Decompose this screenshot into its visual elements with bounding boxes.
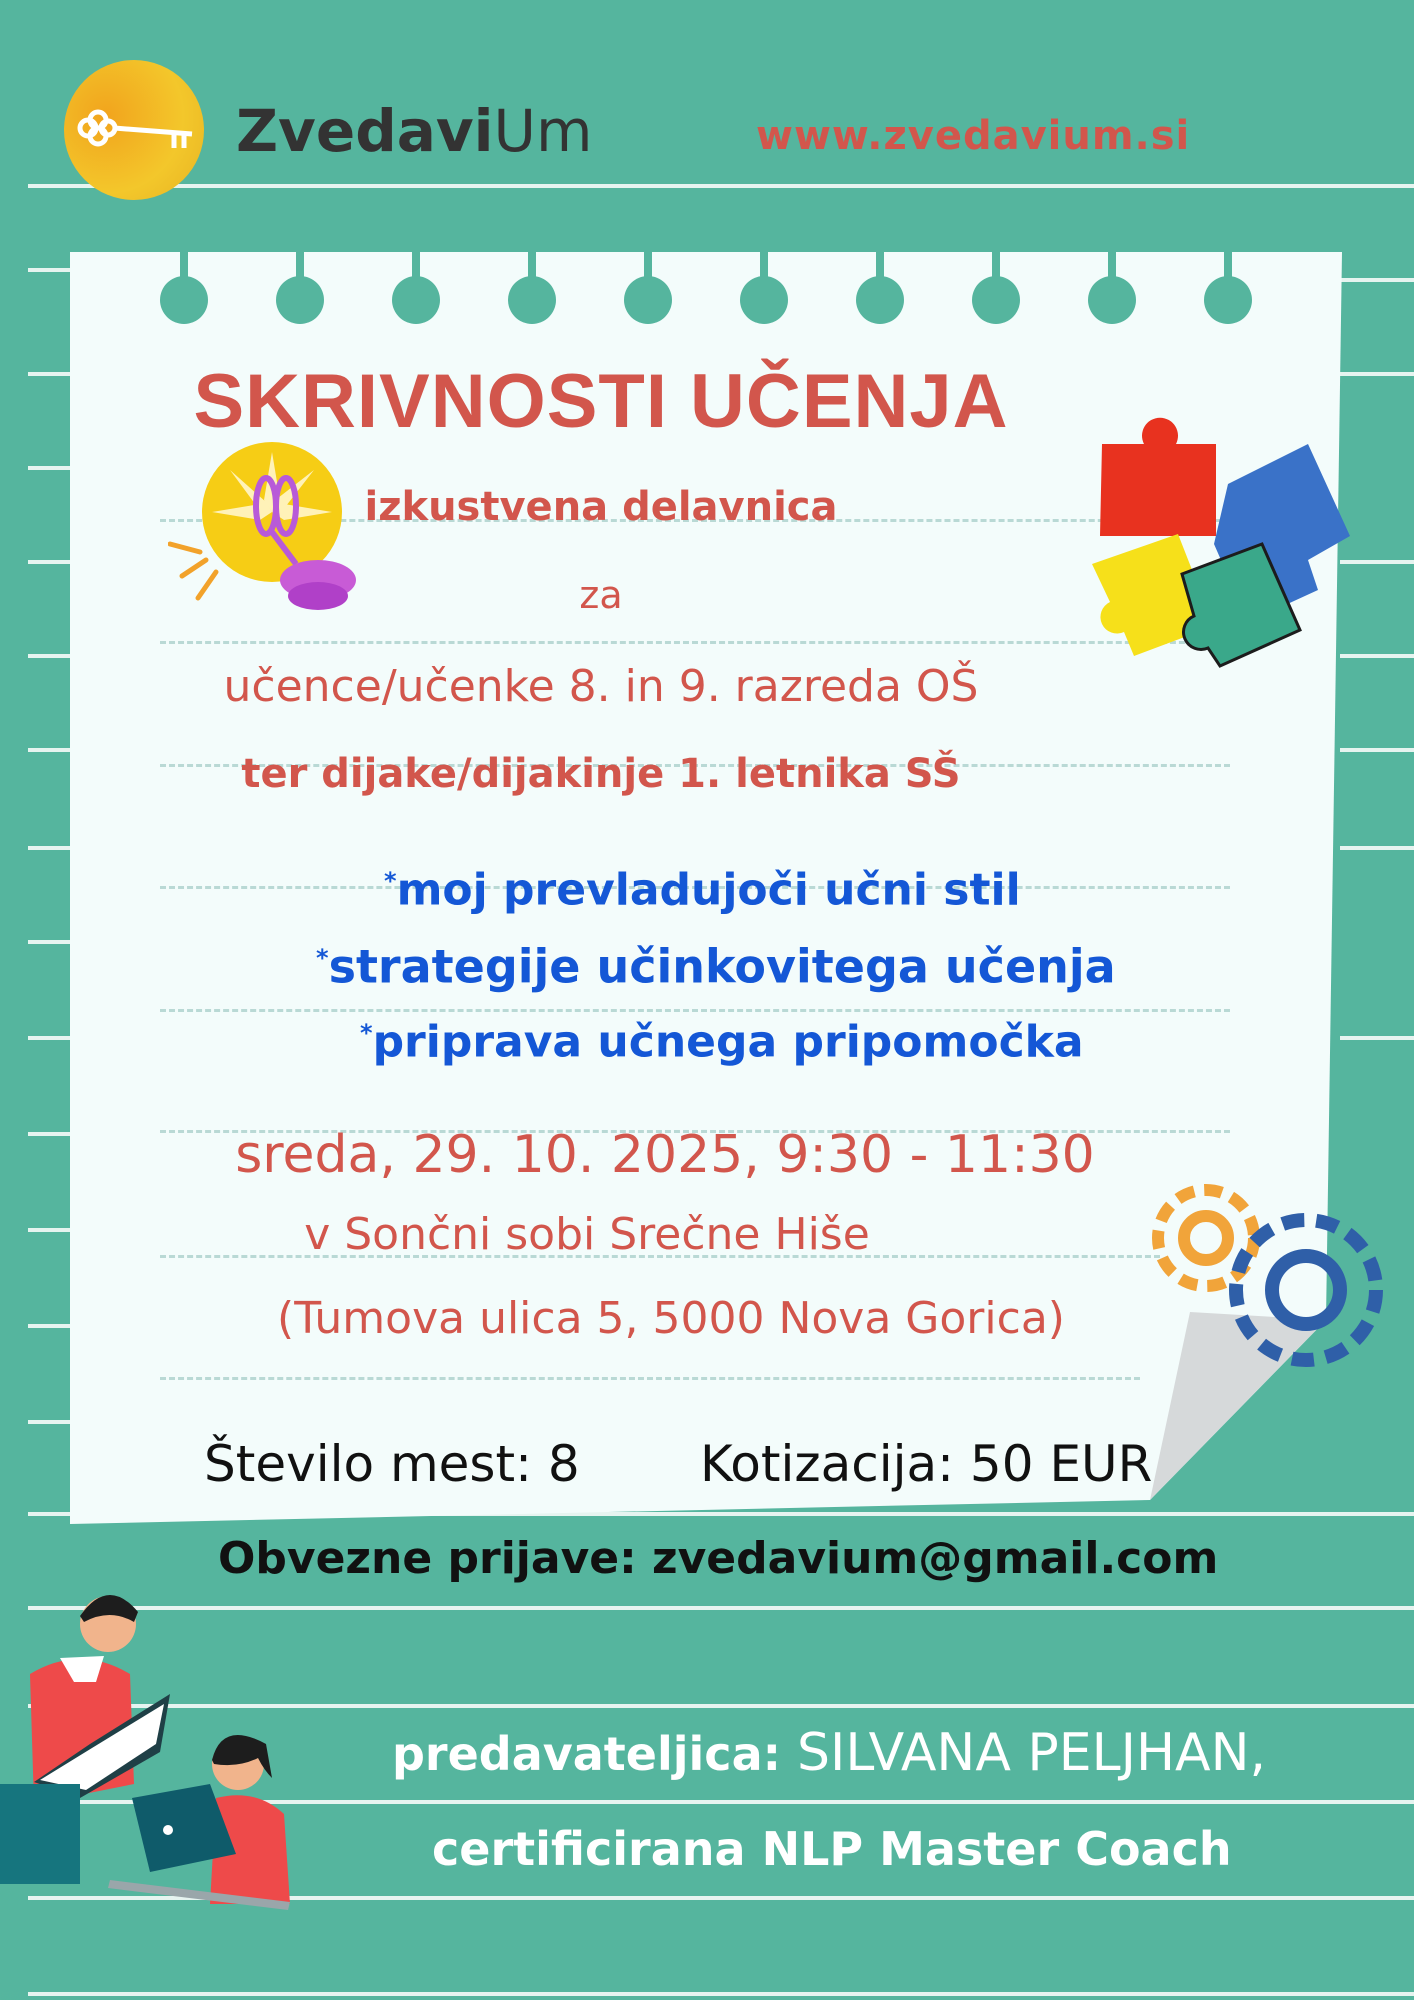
bg-line-tick: [1340, 1036, 1414, 1040]
logo-text-main: Zvedavi: [236, 97, 494, 165]
bg-line-tick: [28, 846, 72, 850]
students-illustration: [0, 1584, 300, 1924]
bg-line-tick: [1340, 278, 1414, 282]
key-icon: [64, 60, 204, 200]
bg-line-tick: [28, 466, 72, 470]
topic-item: [316, 928, 1116, 996]
fee-amount: Kotizacija: 50 EUR: [700, 1435, 1153, 1493]
lecturer-title: certificirana NLP Master Coach: [432, 1822, 1232, 1876]
logo-text-accent: Um: [493, 97, 593, 165]
paper-dashed-line: [160, 641, 1230, 644]
event-datetime: sreda, 29. 10. 2025, 9:30 - 11:30: [235, 1125, 1095, 1185]
bg-line-tick: [1340, 846, 1414, 850]
topic-text: priprava učnega pripomočka: [372, 1016, 1084, 1068]
event-location: v Sončni sobi Srečne Hiše: [304, 1209, 870, 1260]
paper-dashed-line: [160, 1377, 1140, 1380]
audience-line-1: učence/učenke 8. in 9. razreda OŠ: [223, 661, 979, 712]
registration-email[interactable]: Obvezne prijave: zvedavium@gmail.com: [218, 1533, 1219, 1584]
logo-badge: [64, 60, 204, 200]
binder-holes: [150, 252, 1260, 324]
bg-line-tick: [28, 1036, 72, 1040]
audience-line-2: ter dijake/dijakinje 1. letnika SŠ: [241, 751, 961, 797]
bg-line-tick: [28, 560, 72, 564]
logo-text: [236, 96, 593, 166]
bg-line-tick: [1340, 372, 1414, 376]
topic-marker: *: [316, 944, 329, 972]
topic-item: [384, 852, 1021, 920]
gears-icon: [1136, 1170, 1400, 1384]
lecturer-label: predavateljica:: [392, 1727, 798, 1781]
topic-marker: *: [384, 867, 397, 895]
for-label: za: [579, 573, 623, 617]
topic-marker: *: [360, 1019, 373, 1047]
subtitle: izkustvena delavnica: [364, 484, 838, 530]
seats-count: Število mest: 8: [204, 1435, 580, 1493]
event-address: (Tumova ulica 5, 5000 Nova Gorica): [277, 1293, 1065, 1344]
website-link[interactable]: www.zvedavium.si: [756, 113, 1191, 159]
bg-line-tick: [28, 268, 72, 272]
bg-line: [28, 1992, 1414, 1996]
bg-line-tick: [1340, 748, 1414, 752]
page-title: SKRIVNOSTI UČENJA: [193, 359, 1009, 444]
topic-text: strategije učinkovitega učenja: [328, 939, 1116, 994]
lecturer-line: [392, 1722, 1266, 1785]
lecturer-name: SILVANA PELJHAN,: [797, 1723, 1267, 1783]
bg-line: [28, 184, 1414, 188]
topic-item: [360, 1004, 1084, 1072]
bg-line-tick: [28, 940, 72, 944]
bg-line-tick: [28, 1420, 72, 1424]
topic-text: moj prevladujoči učni stil: [396, 864, 1021, 916]
